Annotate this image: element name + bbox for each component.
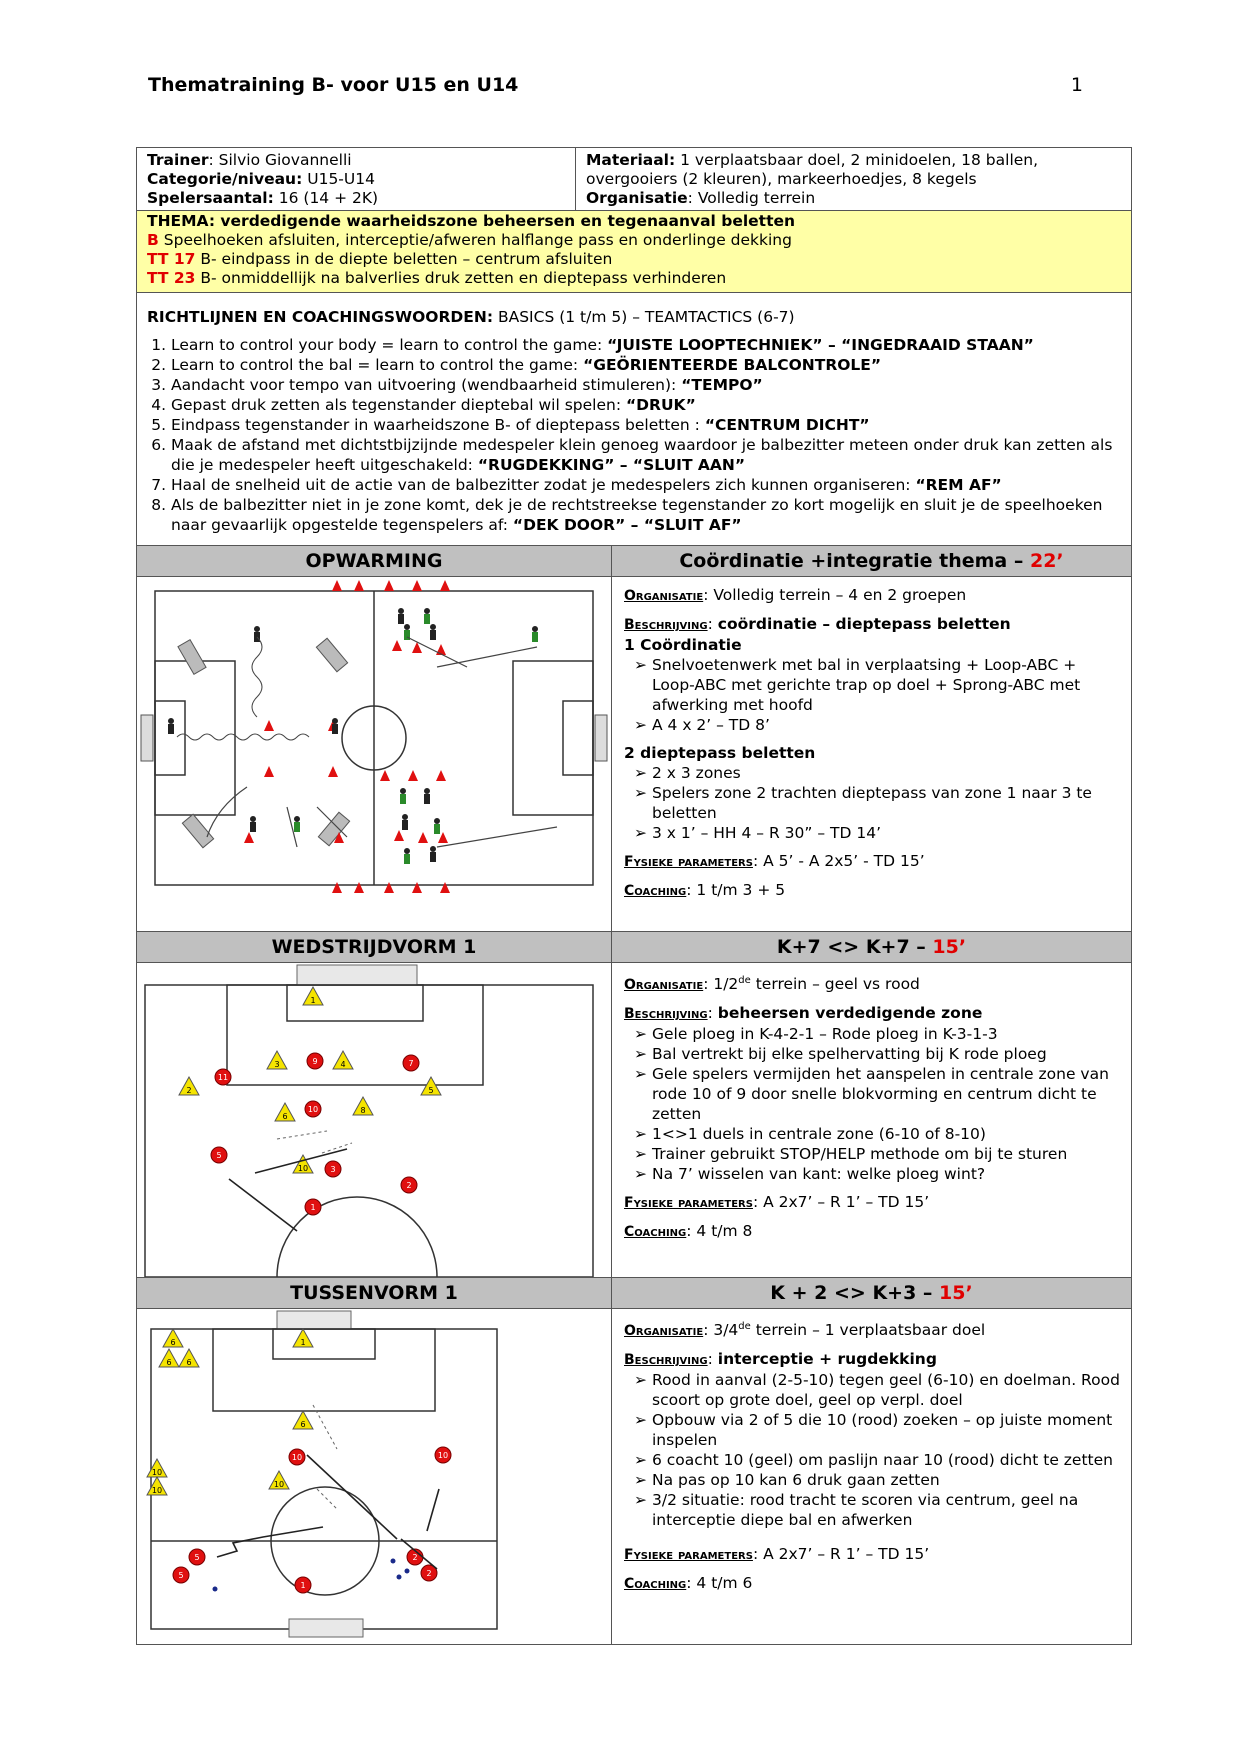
svg-text:3: 3	[274, 1060, 280, 1069]
player-figure	[404, 848, 410, 864]
richtlijn-item: 4. Gepast druk zetten als tegenstander dieptebal wil spelen: “DRUK”	[171, 395, 1121, 415]
thema-block: THEMA: verdedigende waarheidszone beheersen en tegenaanval beletten B Speelhoeken afsluiten, interceptie/afweren halflange pass en onderlinge dekking TT 17 B- eindpass in de diepte beletten – centrum afsluiten TT 23 B- onmiddellijk na balverlies druk zetten en dieptepass verhinderen	[137, 211, 1131, 292]
section-title-left: OPWARMING	[137, 546, 612, 576]
richtlijn-item: 1. Learn to control your body = learn to control the game: “JUISTE LOOPTECHNIEK” – “INGEDRAAID STAAN”	[171, 335, 1121, 355]
trainer-name: Silvio Giovannelli	[218, 151, 352, 169]
svg-text:6: 6	[166, 1358, 172, 1367]
richtlijn-item: 2. Learn to control the bal = learn to control the game: “GEÖRIENTEERDE BALCONTROLE”	[171, 355, 1121, 375]
cone	[440, 580, 450, 591]
materiaal-info: Materiaal: 1 verplaatsbaar doel, 2 minidoelen, 18 ballen, overgooiers (2 kleuren), markeerhoedjes, 8 kegels Organisatie: Volledig terrein	[586, 151, 1039, 207]
player-figure	[430, 846, 436, 862]
svg-text:10: 10	[297, 1164, 309, 1173]
cone	[412, 580, 422, 591]
svg-text:10: 10	[151, 1468, 163, 1477]
player-figure	[294, 816, 300, 832]
marker-dot	[391, 1559, 396, 1564]
field-full	[137, 577, 611, 931]
svg-text:4: 4	[340, 1060, 346, 1069]
opwarming-list-1	[624, 655, 1121, 735]
red-player	[435, 1447, 451, 1463]
svg-text:10: 10	[307, 1105, 319, 1114]
opwarming-diagram	[137, 577, 612, 931]
section-title-right: K + 2 <> K+3 – 15’	[612, 1278, 1131, 1308]
organisatie: Volledig terrein	[697, 189, 816, 207]
section-wedstrijdvorm-body	[137, 963, 1131, 1278]
svg-text:10: 10	[151, 1486, 163, 1495]
cone	[354, 580, 364, 591]
list-item: ➢ Na pas op 10 kan 6 druk gaan zetten	[624, 1470, 1121, 1490]
richtlijnen-block: RICHTLIJNEN EN COACHINGSWOORDEN: BASICS (1 t/m 5) – TEAMTACTICS (6-7) 1. Learn to control your body = learn to control the game: “JUISTE LOOPTECHNIEK” – “INGEDRAAID STAAN” 2. Learn to control the bal = learn to control the game: “GEÖRIENTEERDE BALCONTROLE” 3. Aandacht voor tempo van uitvoering (wendbaarheid stimuleren): “TEMPO” 4. Gepast druk zetten als tegenstander dieptebal wil spelen: “DRUK” 5. Eindpass tegenstander in waarheidszone B- of dieptepass beletten : “CENTRUM DICHT” 6. Maak de afstand met dichtstbijzijnde medespeler klein genoeg waardoor je balbezitter meteen onder druk kan zetten als die je medespeler heeft uitgeschakeld: “RUGDEKKING” – “SLUIT AAN” 7. Haal de snelheid uit de actie van de balbezitter zodat je medespelers zich kunnen organiseren: “REM AF” 8. Als de balbezitter niet in je zone komt, dek je de rechtstreekse tegenstander zo kort mogelijk en sluit je de speelhoeken naar gevaarlijk opgestelde tegenspelers af: “DEK DOOR” – “SLUIT AF”	[137, 293, 1131, 545]
page-header	[148, 74, 1083, 96]
richtlijnen-list	[147, 335, 1121, 535]
red-player	[173, 1567, 189, 1583]
section-title-right: K+7 <> K+7 – 15’	[612, 932, 1131, 962]
player-figure	[400, 788, 406, 804]
wedstrijdvorm-text: Organisatie: 1/2de terrein – geel vs rood Beschrijving: beheersen verdedigende zone ➢ Gele ploeg in K-4-2-1 – Rode ploeg in K-3-1-3 ➢ Bal vertrekt bij elke spelhervatting bij K rode ploeg ➢ Gele spelers vermijden het aanspelen in centrale zone van rode 10 of 9 door snelle blokvorming en centrum dicht te zetten ➢ 1<>1 duels in centrale zone (6-10 of 8-10) ➢ Trainer gebruikt STOP/HELP methode om bij te sturen ➢ Na 7’ wisselen van kant: welke ploeg wint? Fysieke parameters: A 2x7’ – R 1’ – TD 15’ Coaching: 4 t/m 8	[612, 963, 1131, 1277]
richtlijn-item: 8. Als de balbezitter niet in je zone komt, dek je de rechtstreekse tegenstander zo kort mogelijk en sluit je de speelhoeken naar gevaarlijk opgestelde tegenspelers af: “DEK DOOR” – “SLUIT AF”	[171, 495, 1121, 535]
marker-dot	[397, 1575, 402, 1580]
red-player	[401, 1177, 417, 1193]
field-half	[137, 963, 611, 1277]
training-sheet	[136, 147, 1132, 1645]
svg-text:6: 6	[170, 1338, 176, 1347]
section-wedstrijdvorm-header	[137, 932, 1131, 963]
categorie: U15-U14	[307, 170, 375, 188]
thema-title: THEMA: verdedigende waarheidszone beheersen en tegenaanval beletten	[147, 212, 796, 230]
svg-text:5: 5	[428, 1086, 434, 1095]
list-item: ➢ 6 coacht 10 (geel) om paslijn naar 10 (rood) dicht te zetten	[624, 1450, 1121, 1470]
wedstrijdvorm-list	[624, 1024, 1121, 1184]
tussenvorm-list	[624, 1370, 1121, 1530]
richtlijnen-title: RICHTLIJNEN EN COACHINGSWOORDEN:	[147, 308, 494, 326]
list-item: ➢ Snelvoetenwerk met bal in verplaatsing + Loop-ABC + Loop-ABC met gerichte trap op doel + Sprong-ABC met afwerking met hoofd	[624, 655, 1121, 715]
svg-text:10: 10	[273, 1480, 285, 1489]
section-tussenvorm-header	[137, 1278, 1131, 1309]
red-player	[211, 1147, 227, 1163]
richtlijn-item: 7. Haal de snelheid uit de actie van de balbezitter zodat je medespelers zich kunnen organiseren: “REM AF”	[171, 475, 1121, 495]
svg-text:8: 8	[360, 1106, 366, 1115]
red-player	[403, 1055, 419, 1071]
svg-text:2: 2	[186, 1086, 192, 1095]
section-tussenvorm-body	[137, 1309, 1131, 1644]
thema-row	[137, 211, 1131, 293]
svg-text:5: 5	[216, 1151, 222, 1160]
list-item: ➢ Rood in aanval (2-5-10) tegen geel (6-10) en doelman. Rood scoort op grote doel, geel op verpl. doel	[624, 1370, 1121, 1410]
section-opwarming-body	[137, 577, 1131, 932]
svg-text:2: 2	[412, 1553, 418, 1562]
svg-text:2: 2	[426, 1569, 432, 1578]
tussenvorm-text: Organisatie: 3/4de terrein – 1 verplaatsbaar doel Beschrijving: interceptie + rugdekking ➢ Rood in aanval (2-5-10) tegen geel (6-10) en doelman. Rood scoort op grote doel, geel op verpl. doel ➢ Opbouw via 2 of 5 die 10 (rood) zoeken – op juiste moment inspelen ➢ 6 coacht 10 (geel) om paslijn naar 10 (rood) dicht te zetten ➢ Na pas op 10 kan 6 druk gaan zetten ➢ 3/2 situatie: rood tracht te scoren via centrum, geel na interceptie diepe bal en afwerken Fysieke parameters: A 2x7’ – R 1’ – TD 15’ Coaching: 4 t/m 6	[612, 1309, 1131, 1644]
info-row	[137, 148, 1131, 211]
red-player	[289, 1449, 305, 1465]
list-item: ➢ 3/2 situatie: rood tracht te scoren via centrum, geel na interceptie diepe bal en afwerken	[624, 1490, 1121, 1530]
red-player	[305, 1101, 321, 1117]
richtlijn-item: 6. Maak de afstand met dichtstbijzijnde medespeler klein genoeg waardoor je balbezitter meteen onder druk kan zetten als die je medespeler heeft uitgeschakeld: “RUGDEKKING” – “SLUIT AAN”	[171, 435, 1121, 475]
player-figure	[168, 718, 174, 734]
svg-text:7: 7	[408, 1059, 414, 1068]
opwarming-text: Organisatie: Volledig terrein – 4 en 2 groepen Beschrijving: coördinatie – dieptepass beletten 1 Coördinatie ➢ Snelvoetenwerk met bal in verplaatsing + Loop-ABC + Loop-ABC met gerichte trap op doel + Sprong-ABC met afwerking met hoofd ➢ A 4 x 2’ – TD 8’ 2 dieptepass beletten ➢ 2 x 3 zones ➢ Spelers zone 2 trachten dieptepass van zone 1 naar 3 te beletten ➢ 3 x 1’ – HH 4 – R 30” – TD 14’ Fysieke parameters: A 5’ - A 2x5’ - TD 15’ Coaching: 1 t/m 3 + 5	[612, 577, 1131, 931]
red-player	[215, 1069, 231, 1085]
document-title: Thematraining B- voor U15 en U14	[148, 74, 519, 96]
svg-text:9: 9	[312, 1057, 318, 1066]
list-item: ➢ Gele spelers vermijden het aanspelen in centrale zone van rode 10 of 9 door snelle blokvorming en centrum dicht te zetten	[624, 1064, 1121, 1124]
svg-text:1: 1	[300, 1581, 306, 1590]
section-opwarming-header	[137, 546, 1131, 577]
list-item: ➢ Na 7’ wisselen van kant: welke ploeg wint?	[624, 1164, 1121, 1184]
svg-text:10: 10	[291, 1453, 303, 1462]
cone	[332, 580, 342, 591]
section-title-right: Coördinatie +integratie thema – 22’	[612, 546, 1131, 576]
red-player	[307, 1053, 323, 1069]
svg-text:11: 11	[217, 1073, 229, 1082]
player-figure	[398, 608, 404, 624]
list-item: ➢ 1<>1 duels in centrale zone (6-10 of 8-10)	[624, 1124, 1121, 1144]
svg-text:3: 3	[330, 1165, 336, 1174]
field-three-quarter	[137, 1309, 611, 1644]
list-item: ➢ Gele ploeg in K-4-2-1 – Rode ploeg in K-3-1-3	[624, 1024, 1121, 1044]
list-item: ➢ 3 x 1’ – HH 4 – R 30” – TD 14’	[624, 823, 1121, 843]
player-figure	[434, 818, 440, 834]
svg-text:6: 6	[282, 1112, 288, 1121]
red-player	[325, 1161, 341, 1177]
player-figure	[424, 788, 430, 804]
list-item: ➢ Bal vertrekt bij elke spelhervatting bij K rode ploeg	[624, 1044, 1121, 1064]
svg-text:2: 2	[406, 1181, 412, 1190]
svg-text:5: 5	[178, 1571, 184, 1580]
list-item: ➢ Opbouw via 2 of 5 die 10 (rood) zoeken – op juiste moment inspelen	[624, 1410, 1121, 1450]
marker-dot	[213, 1587, 218, 1592]
player-figure	[424, 608, 430, 624]
svg-text:10: 10	[437, 1451, 449, 1460]
wedstrijdvorm-diagram	[137, 963, 612, 1277]
page-number: 1	[1070, 74, 1083, 96]
trainer-info: Trainer: Silvio Giovannelli Categorie/niveau: U15-U14 Spelersaantal: 16 (14 + 2K)	[137, 148, 576, 210]
cone	[384, 580, 394, 591]
list-item: ➢ A 4 x 2’ – TD 8’	[624, 715, 1121, 735]
player-figure	[332, 718, 338, 734]
spelersaantal: 16 (14 + 2K)	[278, 189, 379, 207]
list-item: ➢ 2 x 3 zones	[624, 763, 1121, 783]
player-figure	[532, 626, 538, 642]
red-player	[295, 1577, 311, 1593]
red-player	[189, 1549, 205, 1565]
list-item: ➢ Spelers zone 2 trachten dieptepass van zone 1 naar 3 te beletten	[624, 783, 1121, 823]
materiaal: 1 verplaatsbaar doel, 2 minidoelen, 18 ballen, overgooiers (2 kleuren), markeerhoedjes, 8 kegels	[586, 151, 1039, 188]
richtlijnen-row	[137, 293, 1131, 546]
tussenvorm-diagram	[137, 1309, 612, 1644]
richtlijn-item: 5. Eindpass tegenstander in waarheidszone B- of dieptepass beletten : “CENTRUM DICHT”	[171, 415, 1121, 435]
svg-text:6: 6	[186, 1358, 192, 1367]
svg-text:6: 6	[300, 1420, 306, 1429]
svg-text:1: 1	[310, 996, 316, 1005]
svg-text:5: 5	[194, 1553, 200, 1562]
player-figure	[402, 814, 408, 830]
svg-text:1: 1	[310, 1203, 316, 1212]
player-figure	[250, 816, 256, 832]
list-item: ➢ Trainer gebruikt STOP/HELP methode om bij te sturen	[624, 1144, 1121, 1164]
section-title-left: TUSSENVORM 1	[137, 1278, 612, 1308]
marker-dot	[405, 1569, 410, 1574]
opwarming-list-2	[624, 763, 1121, 843]
red-player	[305, 1199, 321, 1215]
svg-text:1: 1	[300, 1338, 306, 1347]
player-figure	[430, 624, 436, 640]
richtlijn-item: 3. Aandacht voor tempo van uitvoering (wendbaarheid stimuleren): “TEMPO”	[171, 375, 1121, 395]
section-title-left: WEDSTRIJDVORM 1	[137, 932, 612, 962]
